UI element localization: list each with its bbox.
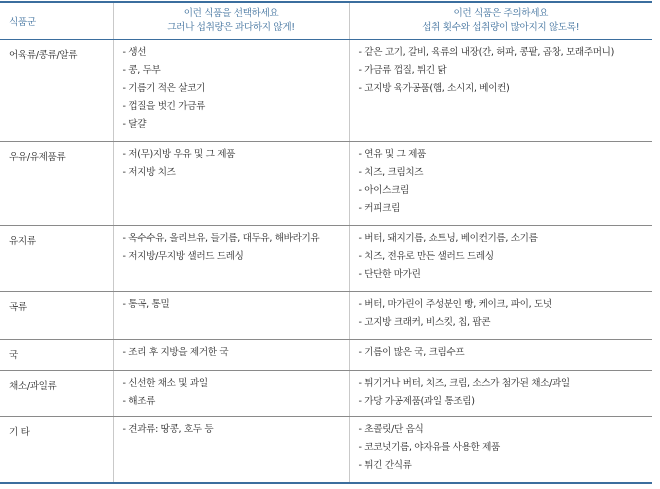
recommended-foods-cell	[113, 340, 349, 371]
header-caution-line2: 섭취 횟수와 섭취량이 많아지지 않도록!	[422, 22, 580, 33]
recommended-foods-cell	[113, 292, 349, 340]
caution-food-item: - 치즈, 크림치즈	[358, 167, 424, 178]
table-row	[0, 142, 652, 226]
food-selection-table	[0, 1, 652, 484]
recommended-food-item: - 신선한 채소 및 과일	[122, 378, 208, 389]
table-row	[0, 417, 652, 483]
caution-food-item: - 커피크림	[358, 203, 400, 214]
recommended-food-item: - 저지방 치즈	[122, 167, 176, 178]
recommended-foods-cell	[113, 40, 349, 142]
recommended-foods-list	[114, 292, 349, 314]
caution-food-item: - 연유 및 그 제품	[358, 149, 426, 160]
caution-foods-list	[350, 340, 653, 362]
recommended-food-item: - 생선	[122, 47, 147, 58]
food-group-cell: 채소/과일류	[0, 371, 113, 417]
caution-foods-cell	[349, 371, 652, 417]
recommended-food-item: - 조리 후 지방을 제거한 국	[122, 347, 229, 358]
recommended-food-item: - 견과류: 땅콩, 호두 등	[122, 424, 214, 435]
caution-foods-list	[350, 292, 653, 332]
recommended-food-item: - 콩, 두부	[122, 65, 161, 76]
caution-foods-cell	[349, 417, 652, 483]
recommended-food-item: - 기름기 적은 살코기	[122, 83, 206, 94]
caution-food-item: - 같은 고기, 갈비, 육류의 내장(간, 허파, 콩팥, 곱창, 모래주머니)	[358, 47, 614, 58]
food-group-cell: 우유/유제품류	[0, 142, 113, 226]
caution-foods-list	[350, 142, 653, 218]
caution-food-item: - 아이스크림	[358, 185, 409, 196]
recommended-foods-cell	[113, 226, 349, 292]
food-group-cell: 곡류	[0, 292, 113, 340]
caution-food-item: - 버터, 돼지기름, 쇼트닝, 베이컨기름, 소기름	[358, 233, 538, 244]
table-row	[0, 340, 652, 371]
header-caution-line1: 이런 식품은 주의하세요	[453, 8, 549, 19]
caution-food-item: - 가당 가공제품(과일 통조림)	[358, 396, 475, 407]
header-choose-line1: 이런 식품을 선택하세요	[183, 8, 279, 19]
caution-foods-list	[350, 371, 653, 411]
caution-foods-list	[350, 40, 653, 98]
food-group-cell: 유지류	[0, 226, 113, 292]
recommended-food-item: - 통곡, 통밀	[122, 299, 170, 310]
recommended-foods-list	[114, 417, 349, 439]
caution-food-item: - 튀기거나 버터, 치즈, 크림, 소스가 첨가된 채소/과일	[358, 378, 570, 389]
recommended-foods-list	[114, 371, 349, 411]
caution-foods-list	[350, 226, 653, 284]
caution-foods-cell	[349, 142, 652, 226]
table-header	[0, 2, 652, 40]
recommended-food-item: - 옥수수유, 올리브유, 들기름, 대두유, 해바라기유	[122, 233, 320, 244]
caution-food-item: - 코코넛기름, 야자유를 사용한 제품	[358, 442, 500, 453]
caution-foods-cell	[349, 340, 652, 371]
caution-food-item: - 기름이 많은 국, 크림수프	[358, 347, 465, 358]
caution-food-item: - 초콜릿/단 음식	[358, 424, 424, 435]
caution-food-item: - 버터, 마가린이 주성분인 빵, 케이크, 파이, 도넛	[358, 299, 552, 310]
table-row	[0, 292, 652, 340]
caution-food-item: - 치즈, 전유로 만든 샐러드 드레싱	[358, 251, 494, 262]
header-choose-line2: 그러나 섭취량은 과다하지 않게!	[167, 22, 295, 33]
recommended-foods-cell	[113, 417, 349, 483]
caution-food-item: - 단단한 마가린	[358, 269, 421, 280]
caution-foods-cell	[349, 292, 652, 340]
food-group-cell: 기 타	[0, 417, 113, 483]
table-body	[0, 40, 652, 483]
recommended-food-item: - 저(무)지방 우유 및 그 제품	[122, 149, 236, 160]
caution-food-item: - 고지방 크래커, 비스킷, 칩, 팝콘	[358, 317, 491, 328]
caution-food-item: - 고지방 육가공품(햄, 소시지, 베이컨)	[358, 83, 510, 94]
caution-foods-cell	[349, 40, 652, 142]
table-row	[0, 371, 652, 417]
caution-foods-cell	[349, 226, 652, 292]
table-row	[0, 226, 652, 292]
recommended-food-item: - 해조류	[122, 396, 156, 407]
recommended-foods-list	[114, 340, 349, 362]
caution-foods-list	[350, 417, 653, 475]
header-choose	[113, 2, 349, 40]
food-group-cell: 어육류/콩류/알류	[0, 40, 113, 142]
caution-food-item: - 가금류 껍질, 튀긴 닭	[358, 65, 447, 76]
recommended-foods-list	[114, 40, 349, 134]
food-group-cell: 국	[0, 340, 113, 371]
table-row	[0, 40, 652, 142]
recommended-food-item: - 달걀	[122, 119, 147, 130]
recommended-foods-cell	[113, 371, 349, 417]
header-group: 식품군	[0, 2, 113, 40]
recommended-foods-list	[114, 226, 349, 266]
caution-food-item: - 튀긴 간식류	[358, 460, 412, 471]
header-caution	[349, 2, 652, 40]
recommended-foods-list	[114, 142, 349, 182]
recommended-food-item: - 껍질을 벗긴 가금류	[122, 101, 206, 112]
recommended-foods-cell	[113, 142, 349, 226]
recommended-food-item: - 저지방/무지방 샐러드 드레싱	[122, 251, 244, 262]
